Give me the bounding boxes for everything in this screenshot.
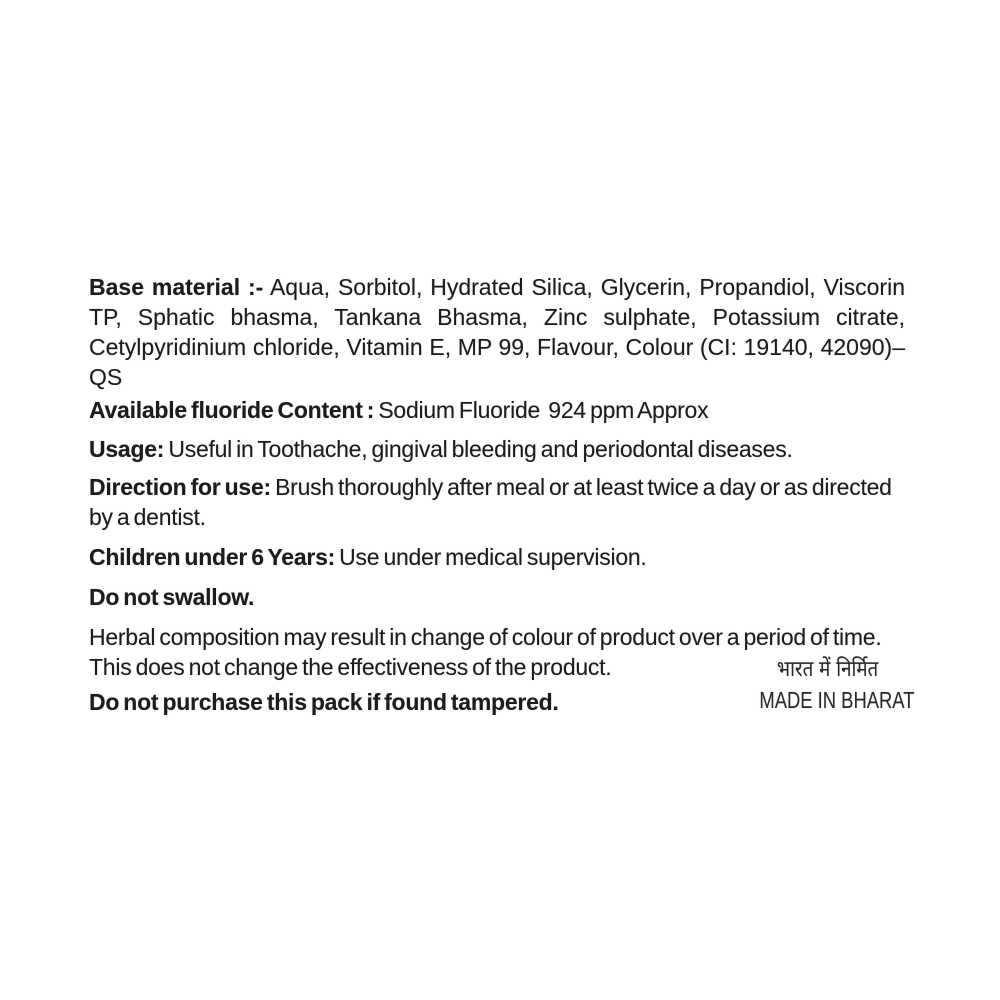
direction-text: Brush thoroughly after meal or at least twice a day or as directed by a dentist. (89, 474, 892, 530)
made-in-bharat-block (740, 654, 916, 714)
tamper-warning-text: Do not purchase this pack if found tampered. (89, 689, 559, 715)
direction-for-use-paragraph (89, 472, 905, 532)
base-material-heading: Base material :- (89, 274, 264, 300)
do-not-swallow-text: Do not swallow. (89, 584, 255, 610)
usage-paragraph (89, 434, 905, 464)
children-warning-heading: Children under 6 Years: (89, 544, 336, 570)
base-material-paragraph (89, 272, 905, 392)
fluoride-content-paragraph (89, 395, 905, 425)
fluoride-content-heading: Available fluoride Content : (89, 397, 375, 423)
herbal-composition-text: Herbal composition may result in change of colour of product over a period of time. This does not change the effectiveness of the product. (89, 624, 882, 680)
do-not-swallow-paragraph (89, 582, 905, 612)
made-in-english-text: MADE IN BHARAT (759, 687, 915, 713)
fluoride-content-value: Sodium Fluoride 924 ppm Approx (378, 397, 709, 423)
usage-heading: Usage: (89, 436, 165, 462)
base-material-ingredients: Aqua, Sorbitol, Hydrated Silica, Glycerin, Propandiol, Viscorin TP, Sphatic bhasma, Tankana Bhasma, Zinc sulphate, Potassium citrate, Cetylpyridinium chloride, Vitamin E, MP 99, Flavour, Colour (CI: 19140, 42090)–QS (89, 274, 905, 390)
children-warning-text: Use under medical supervision. (339, 544, 647, 570)
usage-text: Useful in Toothache, gingival bleeding and periodontal diseases. (168, 436, 793, 462)
direction-heading: Direction for use: (89, 474, 271, 500)
product-info-label (89, 272, 905, 717)
made-in-hindi-text: भारत में निर्मित (777, 657, 879, 682)
children-warning-paragraph (89, 542, 905, 572)
